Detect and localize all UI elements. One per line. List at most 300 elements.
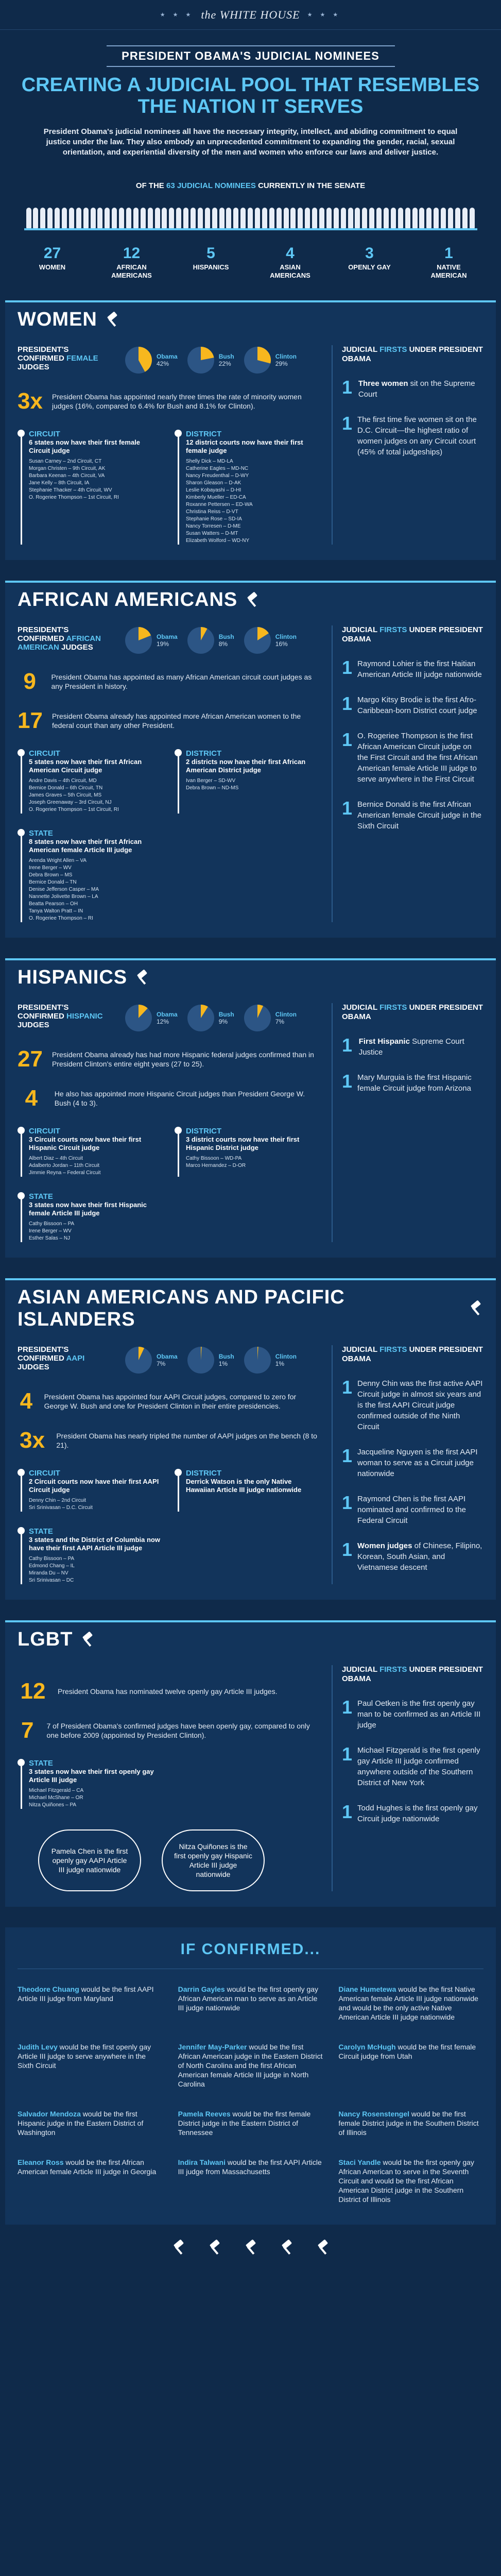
pie-chart [124,625,153,655]
first-text: Todd Hughes is the first openly gay Circuit judge nationwide [357,1804,478,1823]
list-item: Ivan Berger – SD-WV [186,778,236,784]
person-icon [83,208,89,228]
circuit-title: CIRCUIT [29,1469,60,1478]
person-icon [348,208,353,228]
list-item: Sri Srinivasan – DC [29,1578,74,1583]
confirmed-judges [18,1345,319,1375]
pie-percent: 7% [275,1018,285,1025]
first-text: Supreme Court Justice [358,1037,464,1057]
person-icon [47,208,53,228]
first-text: Denny Chin was the first active AAPI Circuit judge in almost six years and is the first AAPI Circuit judge confirmed outside of the Ninth Circuit [357,1379,483,1431]
nominee-name: Staci Yandle [338,2158,381,2166]
pie-percent: 22% [218,360,231,367]
person-icon [398,208,403,228]
list-item: Beatta Pearson – OH [29,901,78,907]
list-item: Susan Watters – D-MT [186,531,238,536]
if-confirmed-item [178,2042,323,2089]
list-item: Cathy Bissoon – WD-PA [186,1156,242,1161]
person-icon [176,208,181,228]
stat-text: President Obama has nearly tripled the number of AAPI judges on the bench (8 to 21). [56,1432,317,1449]
pie-percent: 7% [157,1360,166,1367]
count-number: 1 [444,245,453,262]
count-label: ASIAN AMERICANS [270,263,310,279]
person-icon [326,208,332,228]
circuit-desc: 3 Circuit courts now have their first Hispanic Circuit judge [29,1136,142,1151]
person-icon [262,208,267,228]
list-item: Roxanne Pettersen – ED-WA [186,502,253,507]
pie-chart [124,345,153,375]
if-confirmed-item [178,2109,323,2137]
person-icon [97,208,102,228]
person-icon [105,208,110,228]
first-text: Raymond Chen is the first AAPI nominated and confirmed to the Federal Circuit [357,1495,466,1525]
list-item: Catherine Eagles – MD-NC [186,466,249,471]
person-icon [255,208,260,228]
list-item: Miranda Du – NV [29,1570,68,1576]
person-icon [391,208,396,228]
section-4 [5,1620,496,1907]
first-text: of Chinese, Filipino, Korean, South Asian, and Vietnamese descent [357,1541,482,1572]
if-confirmed-item [18,2109,163,2137]
pie-chart [243,345,272,375]
pie-1 [186,1345,234,1375]
person-icon [405,208,410,228]
first-item [342,1036,483,1058]
white-house-logo[interactable]: the WHITE HOUSE [201,8,300,21]
person-icon [448,208,453,228]
if-confirmed-section [5,1927,496,2225]
pie-chart [186,625,216,655]
person-icon [133,208,139,228]
gavel-icon [315,2240,331,2256]
list-item: Leslie Kobayashi – D-HI [186,487,241,493]
state-block [18,829,162,922]
person-icon [284,208,289,228]
person-icon [298,208,303,228]
first-item [342,1745,483,1788]
list-item: O. Rogeriee Thompson – 1st Circuit, RI [29,495,119,500]
section-title: HISPANICS [18,967,128,988]
list-item: Albert Diaz – 4th Circuit [29,1156,83,1161]
pie-chart [243,625,272,655]
pin-icon [175,1469,182,1512]
section-header [5,958,496,995]
nominee-text: would be the first female District judge in the Southern District of Illinois [338,2110,479,2137]
if-confirmed-item [178,2158,323,2204]
list-item: Barbara Keenan – 4th Circuit, VA [29,473,105,479]
nominee-text: would be the first AAPI Article III judge from Massachusetts [178,2158,322,2176]
pie-percent: 42% [157,360,169,367]
person-icon [376,208,382,228]
pie-chart [124,1003,153,1033]
footer-gavels [0,2225,501,2271]
state-block [18,1527,162,1584]
section-title: LGBT [18,1629,73,1650]
nominee-name: Salvador Mendoza [18,2110,81,2118]
stat-item [18,1388,319,1414]
nominee-name: Indira Talwani [178,2158,226,2166]
first-number: 1 [342,729,353,750]
district-block [175,749,319,814]
first-text: O. Rogeriee Thompson is the first African American Circuit judge on the First Circuit and the first African American female Article III judge to serve anywhere in the First Circuit [357,732,478,784]
gavel-icon [134,970,150,986]
list-item: Debra Brown – ND-MS [186,785,239,791]
stat-item [18,1428,319,1453]
list-item: Bernice Donald – 6th Circuit, TN [29,785,103,791]
person-icon [148,208,153,228]
person-icon [412,208,418,228]
if-confirmed-item [18,1985,163,2022]
stat-text: President Obama has appointed nearly three times the rate of minority women judges (16%, compared to 6.4% for Bush and 8.1% for Clinton). [51,393,302,410]
person-icon [40,208,45,228]
list-item: Denny Chin – 2nd Circuit [29,1498,87,1503]
section-title: AFRICAN AMERICANS [18,589,238,611]
gavel-icon [245,592,260,608]
nominee-name: Darrin Gayles [178,1985,225,1993]
person-icon [55,208,60,228]
person-icon [470,208,475,228]
person-icon [183,208,188,228]
stat-number: 9 [23,669,36,694]
state-desc: 3 states now have their first openly gay Article III judge [29,1768,154,1784]
pie-2 [243,1003,297,1033]
stat-number: 27 [18,1046,43,1072]
stat-number: 4 [25,1086,38,1111]
stat-text: President Obama has nominated twelve openly gay Article III judges. [58,1687,278,1696]
stat-text: 7 of President Obama's confirmed judges have been openly gay, compared to only one before 2009 (appointed by President Clinton). [46,1722,310,1739]
pie-name: Bush [218,633,234,640]
nominee-name: Theodore Chuang [18,1985,79,1993]
person-icon [33,208,38,228]
person-icon [426,208,431,228]
section-1 [5,581,496,938]
first-text: Michael Fitzgerald is the first openly gay Article III judge confirmed anywhere outside of the Southern District of New York [357,1746,480,1787]
person-icon [112,208,117,228]
pie-chart [243,1003,272,1033]
list-item: Arenda Wright Allen – VA [29,858,87,863]
pie-name: Obama [157,1353,178,1360]
district-block [175,1127,319,1177]
person-icon [119,208,124,228]
first-item [342,1494,483,1526]
stat-item [18,1046,319,1072]
list-item: Nannette Jolivette Brown – LA [29,894,98,900]
stat-number: 17 [18,708,43,733]
count-number: 12 [123,245,141,262]
first-number: 1 [342,1697,353,1718]
pie-name: Obama [157,1011,178,1018]
first-item [342,1378,483,1432]
first-number: 1 [342,657,353,678]
pin-icon [18,749,25,814]
count-item [421,245,477,280]
first-number: 1 [342,1445,353,1466]
person-icon [126,208,131,228]
list-item: Susan Carney – 2nd Circuit, CT [29,459,102,464]
first-number: 1 [342,413,353,434]
if-confirmed-item [338,2042,483,2089]
first-number: 1 [342,377,353,398]
first-text: Mary Murguia is the first Hispanic female Circuit judge from Arizona [357,1073,472,1093]
count-number: 5 [206,245,215,262]
pie-name: Clinton [275,1011,297,1018]
person-icon [341,208,346,228]
section-header [5,1620,496,1657]
stat-item [18,708,319,734]
pin-icon [18,1127,25,1177]
pin-icon [18,1192,25,1242]
pie-chart [186,1003,216,1033]
count-label: WOMEN [39,263,66,271]
person-icon [441,208,446,228]
nominee-name: Eleanor Ross [18,2158,64,2166]
first-item [342,694,483,716]
list-item: Joseph Greenaway – 3rd Circuit, NJ [29,800,112,805]
stat-text: President Obama already has had more Hispanic federal judges confirmed than in President Clinton's entire eight years (27 to 25). [51,1050,314,1068]
count-label: OPENLY GAY [348,263,391,271]
pin-icon [18,430,25,545]
pin-icon [175,430,182,545]
list-item: Edmond Chang – IL [29,1563,75,1569]
circuit-block [18,1127,162,1177]
pie-name: Clinton [275,353,297,360]
list-item: Debra Brown – MS [29,872,73,878]
circuit-block [18,1469,162,1512]
pie-name: Obama [157,633,178,640]
first-item [342,799,483,832]
state-title: STATE [29,1527,53,1536]
gavel-icon [243,2240,258,2256]
if-confirmed-title: IF CONFIRMED... [18,1941,483,1969]
firsts-heading: JUDICIAL FIRSTS UNDER PRESIDENT OBAMA [342,345,483,363]
stat-item [18,1086,319,1111]
pie-chart [186,1345,216,1375]
state-title: STATE [29,829,53,838]
stat-text: President Obama has appointed four AAPI Circuit judges, compared to zero for George W. Bush and one for President Clinton in their entire presidencies. [44,1393,297,1410]
first-number: 1 [342,1071,353,1092]
list-item: Stephanie Rose – SD-IA [186,516,242,522]
pie-1 [186,1003,234,1033]
section-header [5,1278,496,1337]
list-item: Cathy Bissoon – PA [29,1221,75,1227]
state-title: STATE [29,1192,53,1201]
banner-title: PRESIDENT OBAMA'S JUDICIAL NOMINEES [107,45,395,67]
if-confirmed-item [338,2158,483,2204]
stat-text: He also has appointed more Hispanic Circuit judges than President George W. Bush (4 to 3). [54,1090,305,1107]
circuit-desc: 2 Circuit courts now have their first AAPI Circuit judge [29,1478,159,1494]
person-icon [162,208,167,228]
pie-percent: 8% [218,640,228,648]
nominee-counts [24,245,477,280]
pie-name: Clinton [275,633,297,640]
stat-number: 7 [21,1718,34,1743]
pie-percent: 19% [157,640,169,648]
pie-0 [124,345,178,375]
gavel-icon [171,2240,186,2256]
firsts-heading: JUDICIAL FIRSTS UNDER PRESIDENT OBAMA [342,625,483,643]
count-item [341,245,398,280]
pie-name: Clinton [275,1353,297,1360]
nominee-text: would be the first openly gay Article III judge to serve anywhere in the Sixth Circuit [18,2043,151,2070]
person-icon [69,208,74,228]
state-desc: 8 states now have their first African American female Article III judge [29,838,142,854]
list-item: Morgan Christen – 9th Circuit, AK [29,466,106,471]
person-icon [141,208,146,228]
person-icon [91,208,96,228]
pie-percent: 1% [218,1360,228,1367]
if-confirmed-item [18,2042,163,2089]
list-item: Denise Jefferson Casper – MA [29,887,99,892]
first-number: 1 [342,1801,353,1822]
first-number: 1 [342,1492,353,1513]
list-item: Sri Srinivasan – D.C. Circuit [29,1505,93,1511]
stat-number: 3x [20,1428,45,1453]
first-text: Bernice Donald is the first African American female Circuit judge in the Sixth Circuit [357,800,481,831]
white-house-header [0,0,501,30]
nominee-text: would be the first female Circuit judge from Utah [338,2043,476,2060]
list-item: Christina Reiss – D-VT [186,509,238,515]
person-icon [233,208,238,228]
count-item [24,245,81,280]
stat-item [18,1679,319,1704]
first-bold: Women judges [357,1541,412,1550]
pin-icon [175,1127,182,1177]
confirmed-judges [18,625,319,655]
intro-text: President Obama's judicial nominees all have the necessary integrity, intellect, and abiding commitment to equal justice under the law. They also embody an unprecedented commitment to expanding the gender, racial, sexual orientation, and experiential diversity of the men and women who enforce our laws and deliver justice. [43,127,458,157]
person-icon [334,208,339,228]
district-desc: 12 district courts now have their first female judge [186,438,303,454]
if-confirmed-item [178,1985,323,2022]
list-item: Esther Salas – NJ [29,1235,71,1241]
gavel-icon [468,1301,483,1316]
person-icon [462,208,468,228]
first-number: 1 [342,693,353,714]
count-item [262,245,319,280]
person-icon [355,208,360,228]
count-item [103,245,160,280]
first-number: 1 [342,1539,353,1560]
callout-bubble: Nitza Quiñones is the first openly gay Hispanic Article III judge nationwide [162,1829,265,1891]
circuit-title: CIRCUIT [29,430,60,438]
count-number: 27 [43,245,61,262]
nominee-text: would be the first Hispanic judge in the Eastern District of Washington [18,2110,144,2137]
state-desc: 3 states now have their first Hispanic female Article III judge [29,1201,147,1217]
nominee-name: Diane Humetewa [338,1985,396,1993]
person-icon [434,208,439,228]
person-icon [155,208,160,228]
pie-0 [124,1003,178,1033]
first-item [342,414,483,457]
person-icon [369,208,374,228]
section-title: ASIAN AMERICANS AND PACIFIC ISLANDERS [18,1286,345,1330]
list-item: Sharon Gleason – D-AK [186,480,241,486]
nominee-name: Carolyn McHugh [338,2043,396,2051]
pie-chart [243,1345,272,1375]
pie-chart [186,345,216,375]
first-number: 1 [342,1743,353,1765]
list-item: Adalberto Jordan – 11th Circuit [29,1163,100,1168]
state-block [18,1759,162,1809]
list-item: Marco Hernandez – D-OR [186,1163,246,1168]
list-item: Tanya Walton Pratt – IN [29,908,83,914]
state-block [18,1192,162,1242]
circuit-title: CIRCUIT [29,1127,60,1136]
list-item: Michael McShane – OR [29,1795,83,1801]
confirmed-judges [18,345,319,375]
first-item [342,731,483,785]
person-icon [226,208,231,228]
first-item [342,1540,483,1573]
count-label: HISPANICS [193,263,229,271]
nominee-name: Jennifer May-Parker [178,2043,247,2051]
circuit-desc: 6 states now have their first female Circuit judge [29,438,141,454]
nominee-name: Judith Levy [18,2043,58,2051]
stat-number: 12 [20,1679,46,1704]
list-item: Irene Berger – WV [29,865,72,871]
stat-item [18,1718,319,1743]
person-icon [198,208,203,228]
first-bold: First Hispanic [358,1037,410,1046]
person-icon [76,208,81,228]
confirmed-label: PRESIDENT'S CONFIRMED AFRICAN AMERICAN JUDGES [18,625,101,652]
list-item: O. Rogeriee Thompson – RI [29,916,93,921]
state-title: STATE [29,1759,53,1768]
circuit-block [18,430,162,545]
stat-text: President Obama has appointed as many African American circuit court judges as any President in history. [51,673,312,690]
pie-percent: 9% [218,1018,228,1025]
gavel-icon [80,1632,95,1648]
pie-0 [124,1345,178,1375]
pie-name: Bush [218,1011,234,1018]
gavel-icon [207,2240,222,2256]
list-item: Michael Fitzgerald – CA [29,1788,84,1793]
person-icon [212,208,217,228]
district-desc: 3 district courts now have their first Hispanic District judge [186,1136,300,1151]
district-title: DISTRICT [186,1469,222,1478]
first-item [342,378,483,400]
person-icon [305,208,310,228]
confirmed-label: PRESIDENT'S CONFIRMED FEMALE JUDGES [18,345,98,371]
section-title: WOMEN [18,309,97,330]
person-icon [277,208,282,228]
list-item: Cathy Bissoon – PA [29,1556,75,1562]
first-text: The first time five women sit on the D.C. Circuit—the highest ratio of women judges on any Circuit court (45% of total judgeships) [357,415,477,456]
pie-chart [124,1345,153,1375]
district-title: DISTRICT [186,749,222,758]
if-confirmed-item [338,1985,483,2022]
list-item: Kimberly Mueller – ED-CA [186,495,246,500]
person-icon [62,208,67,228]
district-title: DISTRICT [186,430,222,438]
pie-1 [186,345,234,375]
person-icon [419,208,424,228]
person-icon [169,208,174,228]
section-0 [5,300,496,560]
pie-2 [243,345,297,375]
list-item: Nancy Torresen – D-ME [186,523,241,529]
list-item: Nancy Freudenthal – D-WY [186,473,249,479]
person-icon [205,208,210,228]
list-item: O. Rogeriee Thompson – 1st Circuit, RI [29,807,119,812]
first-item [342,1803,483,1824]
confirmed-label: PRESIDENT'S CONFIRMED AAPI JUDGES [18,1345,85,1371]
nominee-text: would be the first Native American female Article III judge nationwide and would be the only active Native American Article III judge nationwide [338,1985,478,2021]
first-text: Jacqueline Nguyen is the first AAPI woman to serve as a Circuit judge nationwide [357,1448,478,1478]
person-icon [240,208,246,228]
pin-icon [18,1469,25,1512]
first-text: Raymond Lohier is the first Haitian American Article III judge nationwide [357,659,482,679]
stat-item [18,388,319,414]
